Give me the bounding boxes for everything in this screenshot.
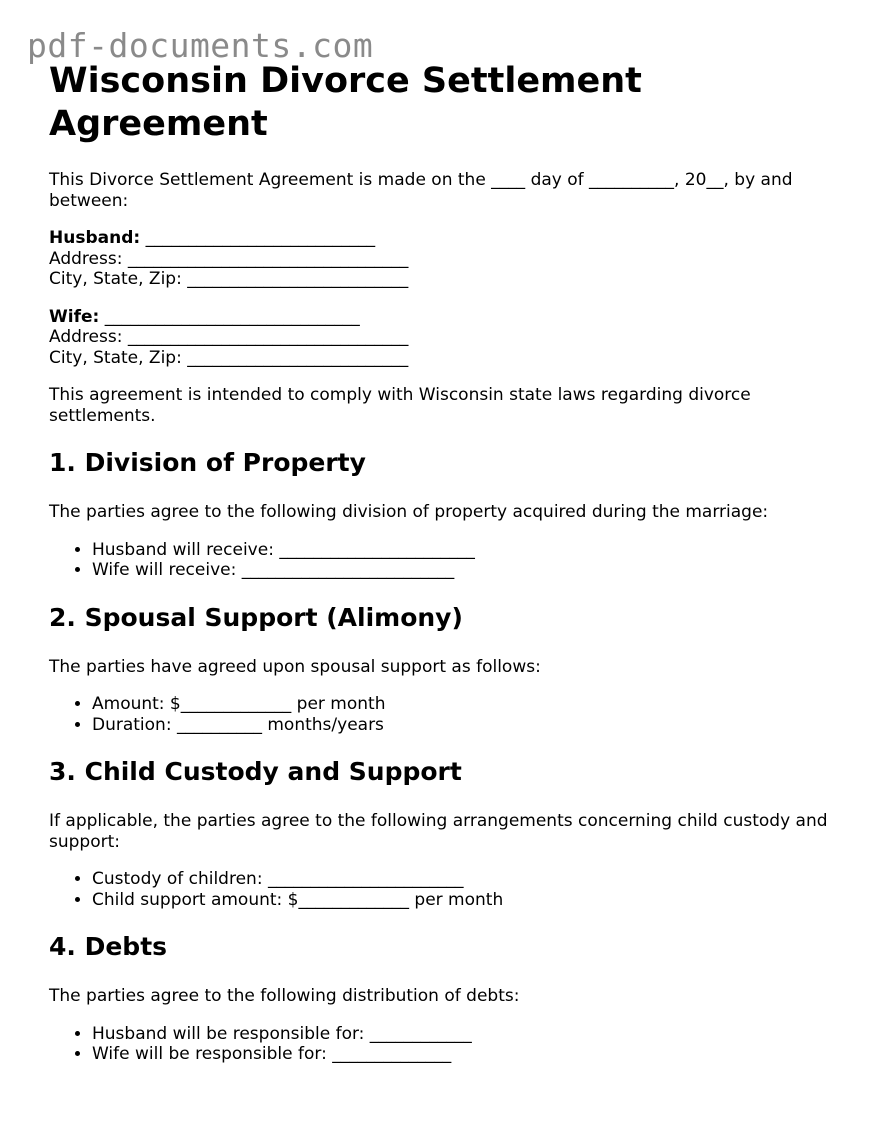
intro-paragraph: This Divorce Settlement Agreement is made on the ____ day of __________, 20__, by and between: bbox=[49, 170, 793, 211]
section-list bbox=[49, 694, 839, 735]
section-title: 1. Division of Property bbox=[49, 448, 366, 477]
husband-name-line bbox=[49, 228, 839, 249]
section-text: If applicable, the parties agree to the following arrangements concerning child custody and support: bbox=[49, 811, 828, 852]
husband-name-blank: ___________________________ bbox=[145, 228, 376, 248]
wife-address-line: Address: _________________________________ bbox=[49, 327, 409, 347]
section-debts bbox=[49, 931, 839, 1065]
wife-name-line bbox=[49, 307, 839, 328]
husband-block bbox=[49, 228, 839, 290]
section-text: The parties have agreed upon spousal support as follows: bbox=[49, 656, 541, 677]
wife-block bbox=[49, 307, 839, 369]
section-property bbox=[49, 447, 839, 581]
wife-label: Wife: bbox=[49, 306, 100, 327]
compliance-paragraph: This agreement is intended to comply with Wisconsin state laws regarding divorce settlements. bbox=[49, 385, 751, 426]
list-item: • Wife will be responsible for: ______________ bbox=[92, 1044, 839, 1065]
list-item: • Custody of children: _______________________ bbox=[92, 869, 839, 890]
list-item: • Husband will be responsible for: ____________ bbox=[92, 1024, 839, 1045]
section-list bbox=[49, 540, 839, 581]
list-item: • Amount: $_____________ per month bbox=[92, 694, 839, 715]
section-title: 4. Debts bbox=[49, 932, 168, 961]
section-text: The parties agree to the following distribution of debts: bbox=[49, 986, 520, 1006]
husband-address-line: Address: _________________________________ bbox=[49, 248, 409, 269]
wife-name-blank: ______________________________ bbox=[104, 306, 360, 327]
list-item: • Wife will receive: _________________________ bbox=[92, 560, 839, 581]
document-page bbox=[49, 60, 839, 1065]
section-title: 2. Spousal Support (Alimony) bbox=[49, 602, 463, 632]
wife-city-line: City, State, Zip: __________________________ bbox=[49, 347, 409, 368]
list-item: • Child support amount: $_____________ per month bbox=[92, 890, 839, 911]
list-item: • Duration: __________ months/years bbox=[92, 715, 839, 736]
husband-city-line: City, State, Zip: __________________________ bbox=[49, 269, 409, 289]
section-title: 3. Child Custody and Support bbox=[49, 757, 462, 786]
section-text: The parties agree to the following division of property acquired during the marriage: bbox=[49, 502, 769, 522]
section-list bbox=[49, 1024, 839, 1065]
section-child-custody bbox=[49, 756, 839, 910]
husband-label: Husband: bbox=[49, 228, 141, 248]
watermark: pdf-documents.com bbox=[27, 26, 374, 65]
page-title: Wisconsin Divorce Settlement Agreement bbox=[49, 61, 642, 144]
section-list bbox=[49, 869, 839, 910]
list-item: • Husband will receive: _______________________ bbox=[92, 540, 839, 561]
section-spousal-support bbox=[49, 602, 839, 736]
